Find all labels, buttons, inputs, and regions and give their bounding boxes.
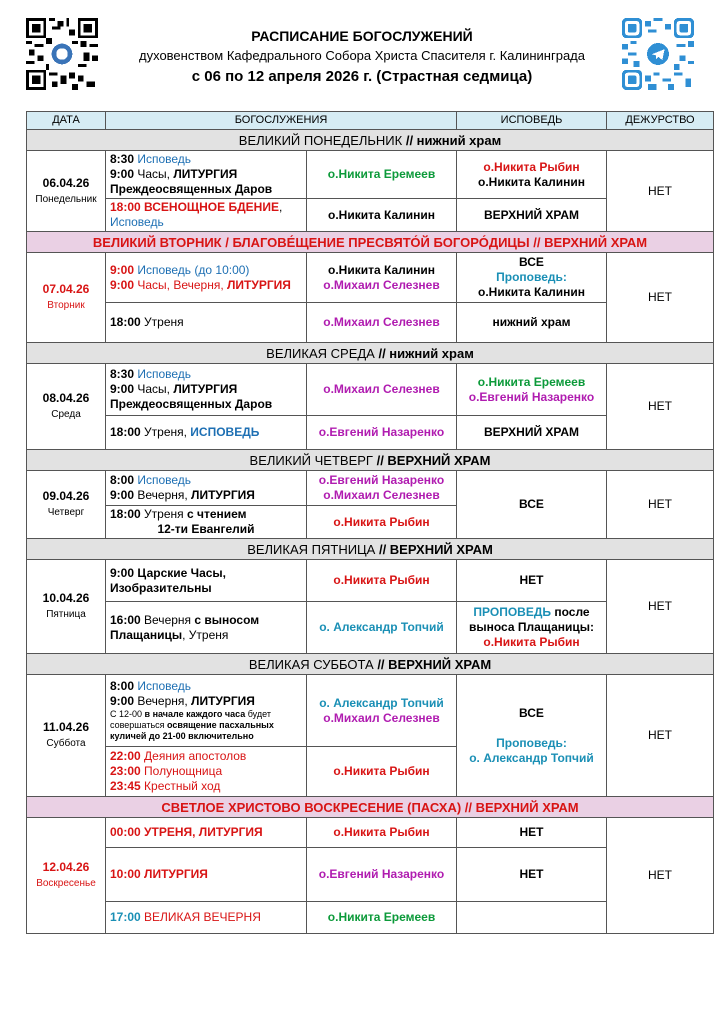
confession-cell: ВСЕ Проповедь: о.Никита Калинин <box>457 253 607 303</box>
service-cell: 9:00 Исповедь (до 10:00) 9:00 Часы, Вечерня, ЛИТУРГИЯ <box>106 253 307 303</box>
column-confession: ИСПОВЕДЬ <box>457 112 607 130</box>
service-cell: 8:30 Исповедь 9:00 Часы, ЛИТУРГИЯ Преждеосвященных Даров <box>106 151 307 199</box>
table-row <box>27 151 714 199</box>
service-cell: 8:00 Исповедь 9:00 Вечерня, ЛИТУРГИЯ <box>106 471 307 506</box>
priest-cell: о.Никита Еремеев <box>307 151 457 199</box>
duty-cell: НЕТ <box>607 151 714 232</box>
table-row <box>27 675 714 747</box>
date-cell: 07.04.26 Вторник <box>27 253 106 343</box>
priest-cell: о.Михаил Селезнев <box>307 364 457 416</box>
duty-cell: НЕТ <box>607 818 714 934</box>
priest-cell: о.Никита Рыбин <box>307 818 457 848</box>
date-cell: 10.04.26 Пятница <box>27 560 106 654</box>
date-cell: 09.04.26 Четверг <box>27 471 106 539</box>
service-cell: 18:00 ВСЕНОЩНОЕ БДЕНИЕ, Исповедь <box>106 199 307 232</box>
qr-code-right <box>622 18 694 90</box>
service-cell: 18:00 Утреня с чтением 12-ти Евангелий <box>106 506 307 539</box>
section-tuesday: ВЕЛИКИЙ ВТОРНИК / БЛАГОВЕ́ЩЕНИЕ ПРЕСВЯТО́Й БОГОРО́ДИЦЫ // ВЕРХНИЙ ХРАМ <box>27 232 714 253</box>
section-wednesday: ВЕЛИКАЯ СРЕДА // нижний храм <box>27 343 714 364</box>
priest-cell: о.Евгений Назаренко <box>307 848 457 902</box>
priest-cell: о.Никита Рыбин <box>307 560 457 602</box>
document-title: РАСПИСАНИЕ БОГОСЛУЖЕНИЙ <box>251 28 473 44</box>
duty-cell: НЕТ <box>607 675 714 797</box>
document-subtitle: духовенством Кафедрального Собора Христа Спасителя г. Калининграда <box>139 48 585 63</box>
priest-cell: о.Никита Еремеев <box>307 902 457 934</box>
service-cell: 18:00 Утреня, ИСПОВЕДЬ <box>106 416 307 450</box>
confession-cell: ВСЕ <box>457 471 607 539</box>
priest-cell: о.Никита Калинин о.Михаил Селезнев <box>307 253 457 303</box>
priest-cell: о.Михаил Селезнев <box>307 303 457 343</box>
service-cell: 17:00 ВЕЛИКАЯ ВЕЧЕРНЯ <box>106 902 307 934</box>
priest-cell: о.Евгений Назаренко <box>307 416 457 450</box>
table-row <box>27 471 714 506</box>
section-saturday: ВЕЛИКАЯ СУББОТА // ВЕРХНИЙ ХРАМ <box>27 654 714 675</box>
confession-cell: о.Никита Еремеев о.Евгений Назаренко <box>457 364 607 416</box>
service-cell: 16:00 Вечерня с выносом Плащаницы, Утреня <box>106 602 307 654</box>
duty-cell: НЕТ <box>607 364 714 450</box>
priest-cell: о. Александр Топчий о.Михаил Селезнев <box>307 675 457 747</box>
table-row <box>27 253 714 303</box>
column-services: БОГОСЛУЖЕНИЯ <box>106 112 457 130</box>
service-cell: 8:30 Исповедь 9:00 Часы, ЛИТУРГИЯ Преждеосвященных Даров <box>106 364 307 416</box>
section-thursday: ВЕЛИКИЙ ЧЕТВЕРГ // ВЕРХНИЙ ХРАМ <box>27 450 714 471</box>
column-date: ДАТА <box>27 112 106 130</box>
duty-cell: НЕТ <box>607 471 714 539</box>
column-header-row <box>27 112 714 130</box>
confession-cell: НЕТ <box>457 560 607 602</box>
section-monday: ВЕЛИКИЙ ПОНЕДЕЛЬНИК // нижний храм <box>27 130 714 151</box>
service-cell: 9:00 Царские Часы, Изобразительны <box>106 560 307 602</box>
duty-cell: НЕТ <box>607 560 714 654</box>
service-cell: 00:00 УТРЕНЯ, ЛИТУРГИЯ <box>106 818 307 848</box>
date-cell: 06.04.26 Понедельник <box>27 151 106 232</box>
confession-cell: о.Никита Рыбин о.Никита Калинин <box>457 151 607 199</box>
confession-cell: ПРОПОВЕДЬ после выноса Плащаницы: о.Никита Рыбин <box>457 602 607 654</box>
confession-cell: НЕТ <box>457 848 607 902</box>
confession-cell <box>457 902 607 934</box>
column-duty: ДЕЖУРСТВО <box>607 112 714 130</box>
confession-cell: нижний храм <box>457 303 607 343</box>
confession-cell: ВСЕ Проповедь: о. Александр Топчий <box>457 675 607 797</box>
service-cell: 18:00 Утреня <box>106 303 307 343</box>
section-sunday: СВЕТЛОЕ ХРИСТОВО ВОСКРЕСЕНИЕ (ПАСХА) // ВЕРХНИЙ ХРАМ <box>27 797 714 818</box>
priest-cell: о.Никита Рыбин <box>307 747 457 797</box>
table-row <box>27 560 714 602</box>
qr-code-left <box>26 18 98 90</box>
priest-cell: о.Никита Рыбин <box>307 506 457 539</box>
priest-cell: о. Александр Топчий <box>307 602 457 654</box>
schedule-table <box>26 111 714 934</box>
priest-cell: о.Никита Калинин <box>307 199 457 232</box>
service-cell: 10:00 ЛИТУРГИЯ <box>106 848 307 902</box>
document-period: с 06 по 12 апреля 2026 г. (Страстная седмица) <box>191 68 533 85</box>
table-row <box>27 364 714 416</box>
confession-cell: НЕТ <box>457 818 607 848</box>
date-cell: 12.04.26 Воскресенье <box>27 818 106 934</box>
date-cell: 11.04.26 Суббота <box>27 675 106 797</box>
priest-cell: о.Евгений Назаренко о.Михаил Селезнев <box>307 471 457 506</box>
service-cell: 22:00 Деяния апостолов 23:00 Полунощница 23:45 Крестный ход <box>106 747 307 797</box>
section-friday: ВЕЛИКАЯ ПЯТНИЦА // ВЕРХНИЙ ХРАМ <box>27 539 714 560</box>
table-row <box>27 818 714 848</box>
duty-cell: НЕТ <box>607 253 714 343</box>
easter-bread-note: С 12-00 в начале каждого часа будет совершаться освящение пасхальных куличей до 21-00 включительно <box>110 709 274 741</box>
confession-cell: ВЕРХНИЙ ХРАМ <box>457 199 607 232</box>
date-cell: 08.04.26 Среда <box>27 364 106 450</box>
confession-cell: ВЕРХНИЙ ХРАМ <box>457 416 607 450</box>
service-cell: 8:00 Исповедь 9:00 Вечерня, ЛИТУРГИЯ С 12-00 в начале каждого часа будет совершаться освящение пасхальных куличей до 21-00 включительно <box>106 675 307 747</box>
